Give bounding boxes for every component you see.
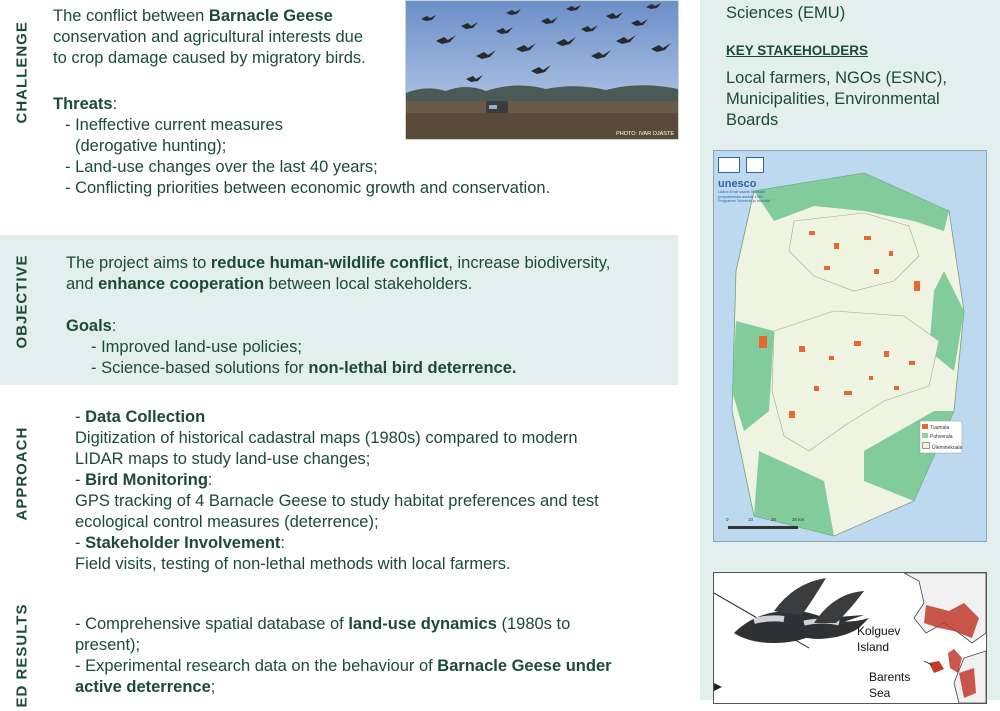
unesco-label: unesco <box>718 178 757 190</box>
results-label: ED RESULTS <box>13 603 31 708</box>
threat-item: - Conflicting priorities between economic growth and conservation. <box>65 179 551 197</box>
geese-flock-illustration <box>406 1 678 139</box>
barnacle-geese-highlight: Barnacle Geese <box>208 7 333 25</box>
stakeholders-list: Local farmers, NGOs (ESNC), Municipalities, Environmental Boards <box>726 69 947 129</box>
photo-credit: PHOTO: IVAR OJASTE <box>616 131 674 137</box>
partner-text: Sciences (EMU) <box>726 4 846 22</box>
challenge-intro: The conflict between Barnacle Geese conservation and agricultural interests due to crop damage caused by migratory birds. <box>53 7 366 67</box>
approach-section <box>0 385 678 595</box>
biosphere-zones-map <box>714 151 986 541</box>
stakeholders-heading: KEY STAKEHOLDERS <box>726 43 869 58</box>
scale-bar <box>728 526 798 529</box>
unesco-sub: Lääne-Eesti saarte biosfääri programmiala asutati 1990 Programm "Inimene ja biosfäär" <box>718 190 772 204</box>
results-text: - Comprehensive spatial database of land-use dynamics (1980s to present); - Experimental research data on the behaviour of Barnacle Geese under active deterrence; <box>75 615 612 696</box>
legend-swatch <box>922 424 928 429</box>
results-section <box>0 595 678 708</box>
threats-heading: Threats <box>53 95 113 113</box>
goal-item: - Improved land-use policies; <box>91 338 302 356</box>
map-legend <box>922 424 962 453</box>
legend-item: Puhverala <box>922 433 962 442</box>
challenge-label: CHALLENGE <box>13 21 31 124</box>
kolguev-label: Kolguev Island <box>857 624 901 654</box>
migration-route-map <box>714 573 986 703</box>
barents-label: Barents Sea <box>869 670 911 700</box>
legend-swatch <box>922 433 928 438</box>
objective-text: The project aims to reduce human-wildlife conflict, increase biodiversity, and enhance cooperation between local stakeholders. Goals: - Improved land-use policies; - Science-based solutions for non-lethal bird deterrence. <box>66 254 611 377</box>
mab-emblem-icon <box>746 157 764 173</box>
unesco-logo <box>718 157 778 204</box>
objective-label: OBJECTIVE <box>13 254 31 349</box>
biosphere-map: unesco Lääne-Eesti saarte biosfääri programmiala asutati 1990 Programm "Inimene ja biosfäär" Tuumala Puhverala Üleminekuala 0 10 20 30 km <box>713 150 987 542</box>
approach-text: - Data Collection Digitization of historical cadastral maps (1980s) compared to modern LIDAR maps to study land-use changes; - Bird Monitoring: GPS tracking of 4 Barnacle Geese to study habitat preferences and test ecological control measures (deterrence); - Stakeholder Involvement: Field visits, testing of non-lethal methods with local farmers. <box>75 408 599 573</box>
challenge-section <box>0 0 678 235</box>
unesco-emblem-icon <box>718 157 740 173</box>
legend-item: Üleminekuala <box>922 442 962 453</box>
goal-item: - Science-based solutions for non-lethal bird deterrence. <box>91 359 517 377</box>
barnacle-geese-photo <box>405 0 679 140</box>
migration-map <box>713 572 987 704</box>
sidebar <box>700 0 1000 700</box>
legend-item: Tuumala <box>922 424 962 433</box>
legend-swatch <box>922 442 930 449</box>
threat-item: - Ineffective current measures <box>65 116 283 134</box>
threats-block: Threats: - Ineffective current measures (derogative hunting); - Land-use changes over the last 40 years; - Conflicting priorities between economic growth and conservation. <box>53 95 551 197</box>
threat-item: - Land-use changes over the last 40 years; <box>65 158 378 176</box>
goals-heading: Goals <box>66 317 112 335</box>
threat-item: (derogative hunting); <box>75 137 227 155</box>
objective-section <box>0 235 678 385</box>
approach-label: APPROACH <box>13 426 31 521</box>
